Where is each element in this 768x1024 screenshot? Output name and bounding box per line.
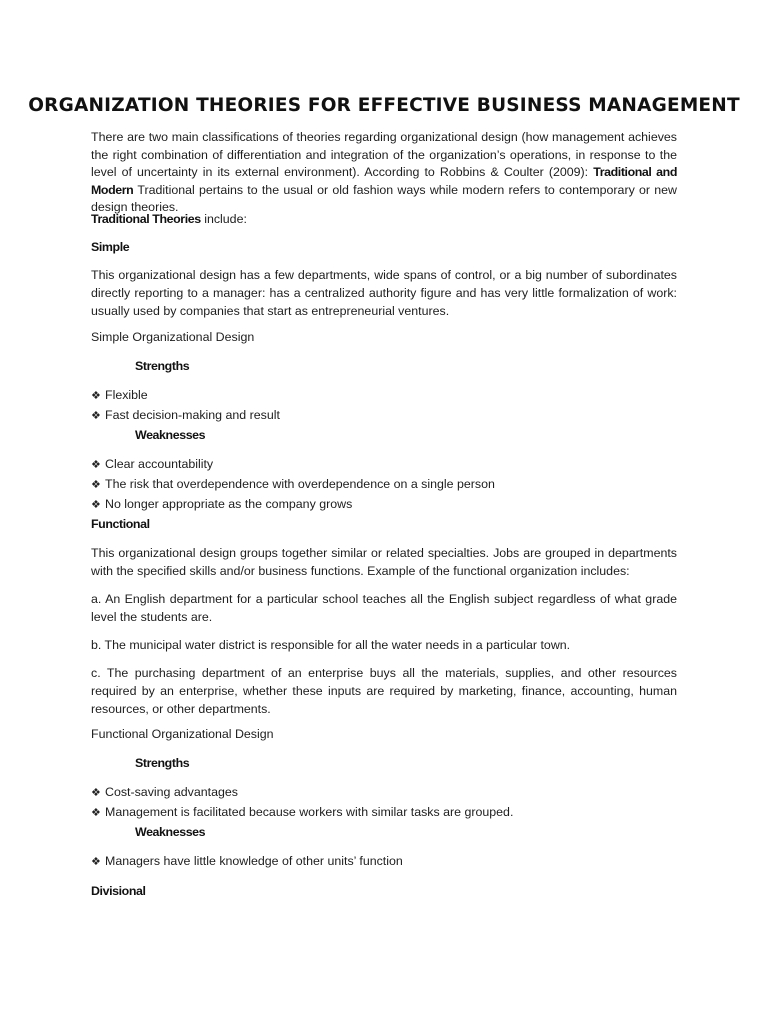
functional-weaknesses-heading: Weaknesses [135,825,206,839]
functional-heading: Functional [91,517,150,531]
diamond-bullet-icon: ❖ [91,459,101,471]
list-item: ❖ Fast decision-making and result [91,408,280,422]
functional-design-label: Functional Organizational Design [91,727,274,741]
diamond-bullet-icon: ❖ [91,787,101,799]
functional-example-c: c. The purchasing department of an enterprise buys all the materials, supplies, and other resources required by an enterprise, whether these inputs are required by marketing, finance, accounting, human resources, or other departments. [91,666,677,716]
list-item: ❖ Managers have little knowledge of other units’ function [91,854,403,868]
list-item: ❖ The risk that overdependence with overdependence on a single person [91,477,495,491]
intro-emphasis: Traditional and Modern [91,165,677,197]
document-title: ORGANIZATION THEORIES FOR EFFECTIVE BUSINESS MANAGEMENT [28,95,740,116]
list-item: ❖ Flexible [91,388,148,402]
functional-strengths-heading: Strengths [135,756,190,770]
intro-text-after: Traditional pertains to the usual or old fashion ways while modern refers to contemporary or new design theories. [91,182,677,215]
diamond-bullet-icon: ❖ [91,410,101,422]
list-item: ❖ Clear accountability [91,457,214,471]
simple-heading: Simple [91,240,130,254]
diamond-bullet-icon: ❖ [91,479,101,491]
traditional-rest: include: [200,212,247,226]
functional-example-a: a. An English department for a particular school teaches all the English subject regardless of what grade level the students are. [91,592,677,624]
intro-paragraph [91,129,677,217]
list-item: ❖ Management is facilitated because workers with similar tasks are grouped. [91,805,514,819]
diamond-bullet-icon: ❖ [91,856,101,868]
traditional-intro [91,212,247,226]
simple-weaknesses-heading: Weaknesses [135,428,206,442]
functional-body: This organizational design groups together similar or related specialties. Jobs are grouped in departments with the specified skills and/or business functions. Example of the functional organization includes: [91,546,677,578]
divisional-heading: Divisional [91,884,146,898]
traditional-emphasis: Traditional Theories [91,212,201,226]
simple-strengths-heading: Strengths [135,359,190,373]
diamond-bullet-icon: ❖ [91,390,101,402]
list-item: ❖ No longer appropriate as the company grows [91,497,353,511]
list-item: ❖ Cost-saving advantages [91,785,238,799]
diamond-bullet-icon: ❖ [91,499,101,511]
intro-text-before: There are two main classifications of theories regarding organizational design (how management achieves the right combination of differentiation and integration of the organization’s operations, in response to the level of uncertainty in its external environment). According to Robbins & Coulter (2009): [91,130,677,180]
functional-example-b: b. The municipal water district is responsible for all the water needs in a particular town. [91,638,571,652]
diamond-bullet-icon: ❖ [91,807,101,819]
simple-design-label: Simple Organizational Design [91,330,255,344]
simple-body: This organizational design has a few departments, wide spans of control, or a big number of subordinates directly reporting to a manager: has a centralized authority figure and has very little formalization of work: usually used by companies that start as entrepreneurial ventures. [91,268,677,318]
